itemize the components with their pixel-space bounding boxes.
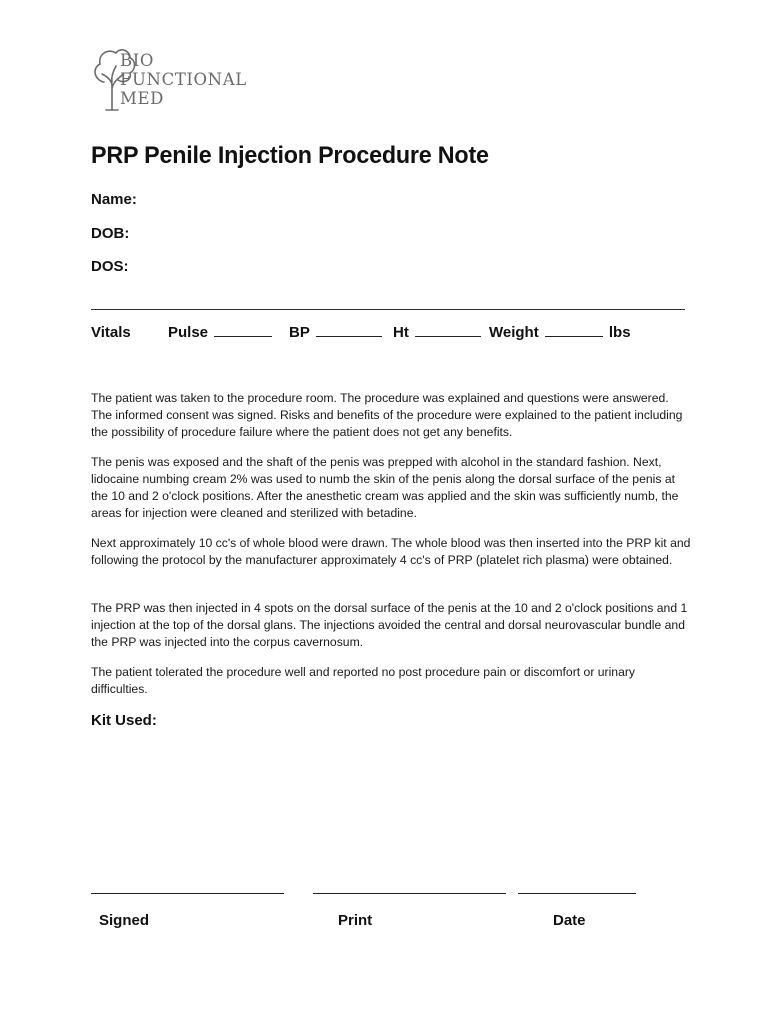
paragraph-outcome: The patient tolerated the procedure well and reported no post procedure pain or discomfort or urinary difficulties. — [91, 665, 636, 696]
paragraph-blood-draw: Next approximately 10 cc's of whole blood were drawn. The whole blood was then inserted into the PRP kit and following the protocol by the manufacturer approximately 4 cc's of PRP (platelet rich plasma) were obtained. — [91, 536, 691, 567]
dos-label: DOS: — [91, 258, 129, 275]
pulse-field[interactable] — [168, 324, 272, 341]
paragraph-prep: The penis was exposed and the shaft of the penis was prepped with alcohol in the standard fashion. Next, lidocaine numbing cream 2% was used to numb the skin of the penis along the dorsal surface of the penis at the 10 and 2 o'clock positions. After the anesthetic cream was applied and the skin was sufficiently numb, the areas for injection were cleaned and sterilized with betadine. — [91, 455, 679, 520]
logo-line-bio: BIO — [120, 51, 154, 70]
ht-label: Ht — [393, 324, 409, 341]
pulse-label: Pulse — [168, 324, 209, 341]
logo-text — [120, 51, 247, 108]
weight-unit: lbs — [608, 324, 631, 341]
date-label: Date — [553, 912, 586, 929]
dob-label: DOB: — [91, 225, 130, 242]
bp-field[interactable] — [289, 324, 382, 341]
logo-line-functional: FUNCTIONAL — [120, 70, 247, 89]
divider-line — [91, 309, 685, 310]
date-line[interactable] — [518, 893, 636, 894]
signed-label: Signed — [99, 912, 150, 929]
kit-used-label: Kit Used: — [91, 712, 157, 729]
weight-label: Weight — [489, 324, 539, 341]
weight-field[interactable] — [489, 324, 631, 341]
bp-label: BP — [289, 324, 310, 341]
paragraph-injection: The PRP was then injected in 4 spots on the dorsal surface of the penis at the 10 and 2 o'clock positions and 1 injection at the top of the dorsal glans. The injections avoided the central and dorsal neurovascular bundle and the PRP was injected into the corpus cavernosum. — [91, 601, 688, 649]
name-label: Name: — [91, 191, 137, 208]
print-label: Print — [338, 912, 373, 929]
bp-blank[interactable] — [316, 324, 382, 337]
weight-blank[interactable] — [545, 324, 603, 337]
ht-field[interactable] — [393, 324, 481, 341]
signed-line[interactable] — [91, 893, 284, 894]
pulse-blank[interactable] — [214, 324, 272, 337]
ht-blank[interactable] — [415, 324, 481, 337]
vitals-label: Vitals — [91, 324, 131, 341]
paragraph-consent: The patient was taken to the procedure room. The procedure was explained and questions were answered. The informed consent was signed. Risks and benefits of the procedure were explained to the patient including the possibility of procedure failure where the patient does not get any benefits. — [91, 391, 683, 439]
logo-line-med: MED — [120, 89, 164, 108]
page-title: PRP Penile Injection Procedure Note — [91, 142, 489, 169]
print-line[interactable] — [313, 893, 506, 894]
